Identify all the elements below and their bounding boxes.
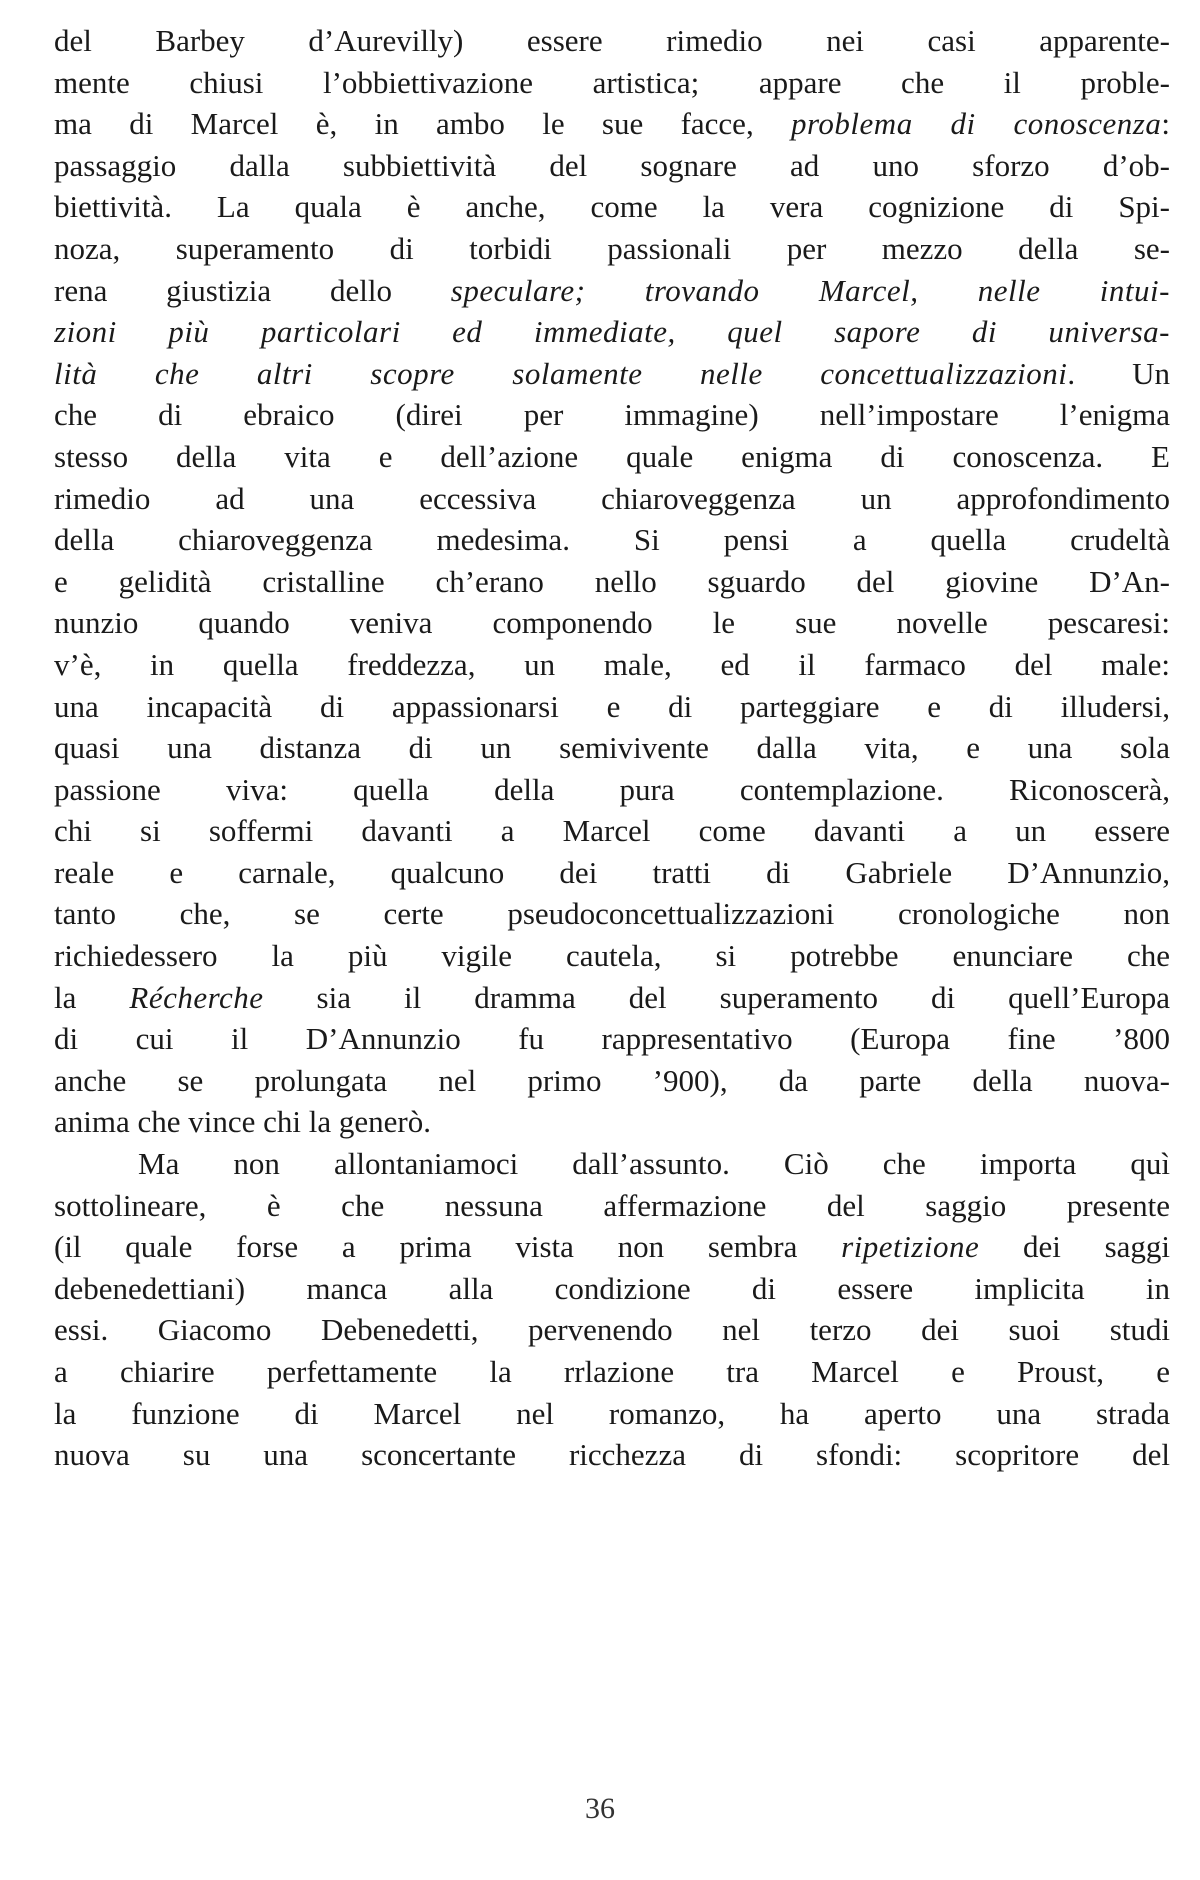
text-line: reale e carnale, qualcuno dei tratti di Gabriele D’Annunzio, [54, 854, 1170, 890]
text-line: e gelidità cristalline ch’erano nello sguardo del giovine D’An- [54, 563, 1170, 599]
text-line: nuova su una sconcertante ricchezza di sfondi: scopritore del [54, 1437, 1170, 1473]
text-line: di cui il D’Annunzio fu rappresentativo (Europa fine ’800 [54, 1021, 1170, 1057]
text-line: della chiaroveggenza medesima. Si pensi a quella crudeltà [54, 522, 1170, 558]
text-line: che di ebraico (direi per immagine) nell’impostare l’enigma [54, 397, 1170, 433]
italic-phrase: lità che altri scopre solamente nelle concettualizzazioni [54, 355, 1068, 391]
text-line: richiedessero la più vigile cautela, si potrebbe enunciare che [54, 938, 1170, 974]
italic-phrase: Récherche [129, 979, 264, 1015]
paragraph-2 [54, 1143, 1170, 1476]
text-line: anima che vince chi la generò. [54, 1104, 431, 1140]
text-line: debenedettiani) manca alla condizione di essere implicita in [54, 1270, 1170, 1306]
text-line: Ma non allontaniamoci dall’assunto. Ciò che importa quì [138, 1146, 1170, 1182]
paragraph-1 [54, 20, 1170, 1143]
text-line [54, 311, 1170, 353]
italic-phrase: zioni più particolari ed immediate, quel sapore di universa- [54, 314, 1170, 350]
text-line: essi. Giacomo Debenedetti, pervenendo nel terzo dei suoi studi [54, 1312, 1170, 1348]
italic-phrase: ripetizione [841, 1229, 980, 1265]
italic-phrase: speculare; trovando Marcel, nelle intui- [450, 272, 1170, 308]
page-number: 36 [585, 1792, 615, 1825]
text-line: v’è, in quella freddezza, un male, ed il farmaco del male: [54, 646, 1170, 682]
text-line: biettività. La quala è anche, come la vera cognizione di Spi- [54, 189, 1170, 225]
text-line: quasi una distanza di un semivivente dalla vita, e una sola [54, 730, 1170, 766]
text-line: mente chiusi l’obbiettivazione artistica; appare che il proble- [54, 64, 1170, 100]
text-line: a chiarire perfettamente la rrlazione tra Marcel e Proust, e [54, 1354, 1170, 1389]
text-line: tanto che, se certe pseudoconcettualizzazioni cronologiche non [54, 896, 1170, 932]
body-text [54, 20, 1170, 1476]
text-line: sottolineare, è che nessuna affermazione del saggio presente [54, 1187, 1170, 1223]
text-line: (il quale forse a prima vista non sembra ripetizione dei saggi [54, 1229, 1170, 1265]
text-line: passaggio dalla subbiettività del sognare ad uno sforzo d’ob- [54, 147, 1170, 183]
text-line: una incapacità di appassionarsi e di parteggiare e di illudersi, [54, 688, 1170, 724]
text-line: nunzio quando veniva componendo le sue novelle pescaresi: [54, 605, 1170, 641]
text-line: anche se prolungata nel primo ’900), da parte della nuova- [54, 1062, 1170, 1098]
text-line: ma di Marcel è, in ambo le sue facce, problema di conoscenza: [54, 106, 1170, 142]
text-line: chi si soffermi davanti a Marcel come davanti a un essere [54, 813, 1170, 849]
text-line: stesso della vita e dell’azione quale enigma di conoscenza. E [54, 438, 1170, 474]
text-line: passione viva: quella della pura contemplazione. Riconoscerà, [54, 771, 1170, 807]
text-line: la Récherche sia il dramma del superamento di quell’Europa [54, 979, 1170, 1015]
text-line: la funzione di Marcel nel romanzo, ha aperto una strada [54, 1395, 1170, 1431]
text-line: noza, superamento di torbidi passionali per mezzo della se- [54, 230, 1170, 266]
text-line: lità che altri scopre solamente nelle concettualizzazioni. Un [54, 355, 1170, 391]
text-line: rena giustizia dello speculare; trovando Marcel, nelle intui- [54, 272, 1170, 308]
text-line: del Barbey d’Aurevilly) essere rimedio nei casi apparente- [54, 23, 1170, 58]
text-line: rimedio ad una eccessiva chiaroveggenza un approfondimento [54, 480, 1170, 516]
italic-phrase: problema di conoscenza [791, 106, 1162, 142]
